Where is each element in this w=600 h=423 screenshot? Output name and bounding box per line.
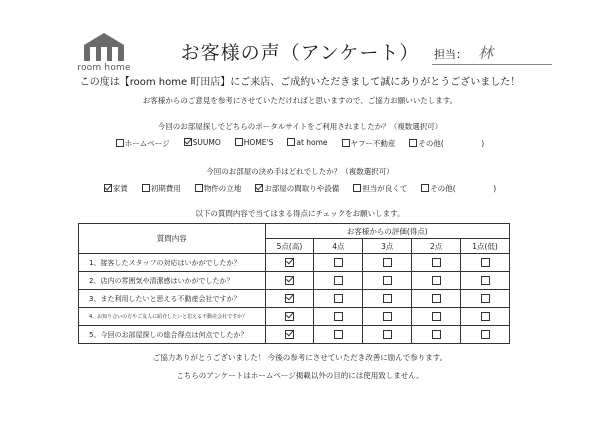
checkbox-suumo[interactable] <box>184 138 192 146</box>
checkbox-yahoo[interactable] <box>342 139 350 147</box>
score-cell <box>314 290 363 308</box>
score-4-header: 4点 <box>314 239 363 254</box>
question-deciding-factor: 今回のお部屋の決め手はどれでしたか？（複数選択可） <box>206 167 394 176</box>
score-checkbox[interactable] <box>481 330 490 339</box>
score-checkbox[interactable] <box>481 258 490 267</box>
rating-table <box>78 223 510 344</box>
rating-header: お客様からの評価(得点) <box>265 224 509 239</box>
score-cell <box>363 326 412 344</box>
checkbox-staff[interactable] <box>353 184 361 192</box>
option-suumo[interactable]: SUUMO <box>184 138 221 149</box>
checkbox-initial-cost[interactable] <box>142 184 150 192</box>
score-checkbox[interactable] <box>432 312 441 321</box>
score-cell <box>265 326 314 344</box>
question-text: 4、お知り合いの方やご友人に紹介したいと思える不動産会社ですか？ <box>79 308 266 326</box>
checkbox-rent[interactable] <box>104 184 112 192</box>
option-homes[interactable]: HOME'S <box>235 138 274 149</box>
score-checkbox[interactable] <box>432 258 441 267</box>
thanks-message: この度は【room home 町田店】にご来店、ご成約いただきまして誠にありがとうございました！ <box>79 77 521 88</box>
checkbox-other-factor[interactable] <box>421 184 429 192</box>
option-other-factor[interactable]: その他( ) <box>421 183 496 194</box>
score-cell <box>412 254 461 272</box>
option-other-portal[interactable]: その他( ) <box>409 138 484 149</box>
score-cell <box>363 254 412 272</box>
score-checkbox[interactable] <box>334 276 343 285</box>
score-cell <box>461 326 510 344</box>
score-cell <box>412 290 461 308</box>
score-checkbox[interactable] <box>383 258 392 267</box>
staff-signature: 林 <box>478 44 494 62</box>
option-staff[interactable]: 担当が良くて <box>353 183 407 194</box>
score-cell <box>314 326 363 344</box>
score-cell <box>265 272 314 290</box>
staff-label: 担当： <box>434 48 467 61</box>
score-cell <box>363 308 412 326</box>
option-homepage[interactable]: ホームページ <box>116 138 170 149</box>
option-location[interactable]: 物件の立地 <box>195 183 242 194</box>
score-checkbox[interactable] <box>285 330 294 339</box>
question-header: 質問内容 <box>79 224 266 254</box>
score-checkbox[interactable] <box>383 276 392 285</box>
score-checkbox[interactable] <box>481 276 490 285</box>
score-2-header: 2点 <box>412 239 461 254</box>
score-checkbox[interactable] <box>481 312 490 321</box>
checkbox-homepage[interactable] <box>116 139 124 147</box>
score-checkbox[interactable] <box>432 330 441 339</box>
checkbox-athome[interactable] <box>287 138 295 146</box>
score-checkbox[interactable] <box>334 330 343 339</box>
score-checkbox[interactable] <box>432 276 441 285</box>
score-cell <box>314 272 363 290</box>
question-portal: 今回のお部屋探しでどちらのポータルサイトをご利用されましたか？（複数選択可） <box>157 122 443 131</box>
score-checkbox[interactable] <box>383 312 392 321</box>
score-3-header: 3点 <box>363 239 412 254</box>
table-row <box>79 290 510 308</box>
score-checkbox[interactable] <box>383 294 392 303</box>
score-cell <box>412 308 461 326</box>
question-text: 1、接客したスタッフの対応はいかがでしたか？ <box>79 254 266 272</box>
score-checkbox[interactable] <box>432 294 441 303</box>
table-row <box>79 308 510 326</box>
score-cell <box>314 308 363 326</box>
score-checkbox[interactable] <box>334 312 343 321</box>
staff-field <box>432 44 552 65</box>
option-initial-cost[interactable]: 初期費用 <box>142 183 181 194</box>
score-cell <box>461 308 510 326</box>
question-text: 5、今回のお部屋探しの総合得点は何点でしたか？ <box>79 326 266 344</box>
score-cell <box>363 272 412 290</box>
score-cell <box>412 326 461 344</box>
portal-options <box>0 138 600 149</box>
checkbox-other-portal[interactable] <box>409 139 417 147</box>
score-checkbox[interactable] <box>285 276 294 285</box>
question-text: 2、店内の雰囲気や清潔感はいかがでしたか？ <box>79 272 266 290</box>
option-athome[interactable]: at home <box>287 138 327 149</box>
option-yahoo[interactable]: ヤフー不動産 <box>342 138 396 149</box>
score-checkbox[interactable] <box>285 258 294 267</box>
score-checkbox[interactable] <box>383 330 392 339</box>
score-cell <box>314 254 363 272</box>
logo-text: room home <box>77 63 131 73</box>
deciding-options <box>0 183 600 194</box>
table-intro: 以下の質問内容で当てはまる得点にチェックをお願いします。 <box>195 209 405 218</box>
score-cell <box>363 290 412 308</box>
score-checkbox[interactable] <box>481 294 490 303</box>
question-text: 3、また利用したいと思える不動産会社ですか？ <box>79 290 266 308</box>
footer-thanks: ご協力ありがとうございました！ 今後の参考にさせていただき改善に励んで参ります。 <box>152 353 448 362</box>
option-rent[interactable]: 家賃 <box>104 183 128 194</box>
score-checkbox[interactable] <box>334 258 343 267</box>
score-1-header: 1点(低) <box>461 239 510 254</box>
score-cell <box>412 272 461 290</box>
score-cell <box>265 308 314 326</box>
intro-message: お客様からのご意見を参考にさせていただければと思いますので、ご協力お願いいたします。 <box>142 96 458 105</box>
score-cell <box>461 290 510 308</box>
score-checkbox[interactable] <box>285 294 294 303</box>
table-row <box>79 254 510 272</box>
checkbox-homes[interactable] <box>235 138 243 146</box>
score-checkbox[interactable] <box>285 312 294 321</box>
score-checkbox[interactable] <box>334 294 343 303</box>
checkbox-location[interactable] <box>195 184 203 192</box>
score-cell <box>265 290 314 308</box>
checkbox-layout[interactable] <box>255 184 263 192</box>
table-row <box>79 326 510 344</box>
page-title: お客様の声（アンケート） <box>180 42 420 64</box>
score-cell <box>265 254 314 272</box>
table-row <box>79 272 510 290</box>
score-cell <box>461 272 510 290</box>
footer-note: こちらのアンケートはホームページ掲載以外の目的には使用致しません。 <box>176 371 424 380</box>
score-5-header: 5点(高) <box>265 239 314 254</box>
option-layout[interactable]: お部屋の間取りや設備 <box>255 183 339 194</box>
score-cell <box>461 254 510 272</box>
